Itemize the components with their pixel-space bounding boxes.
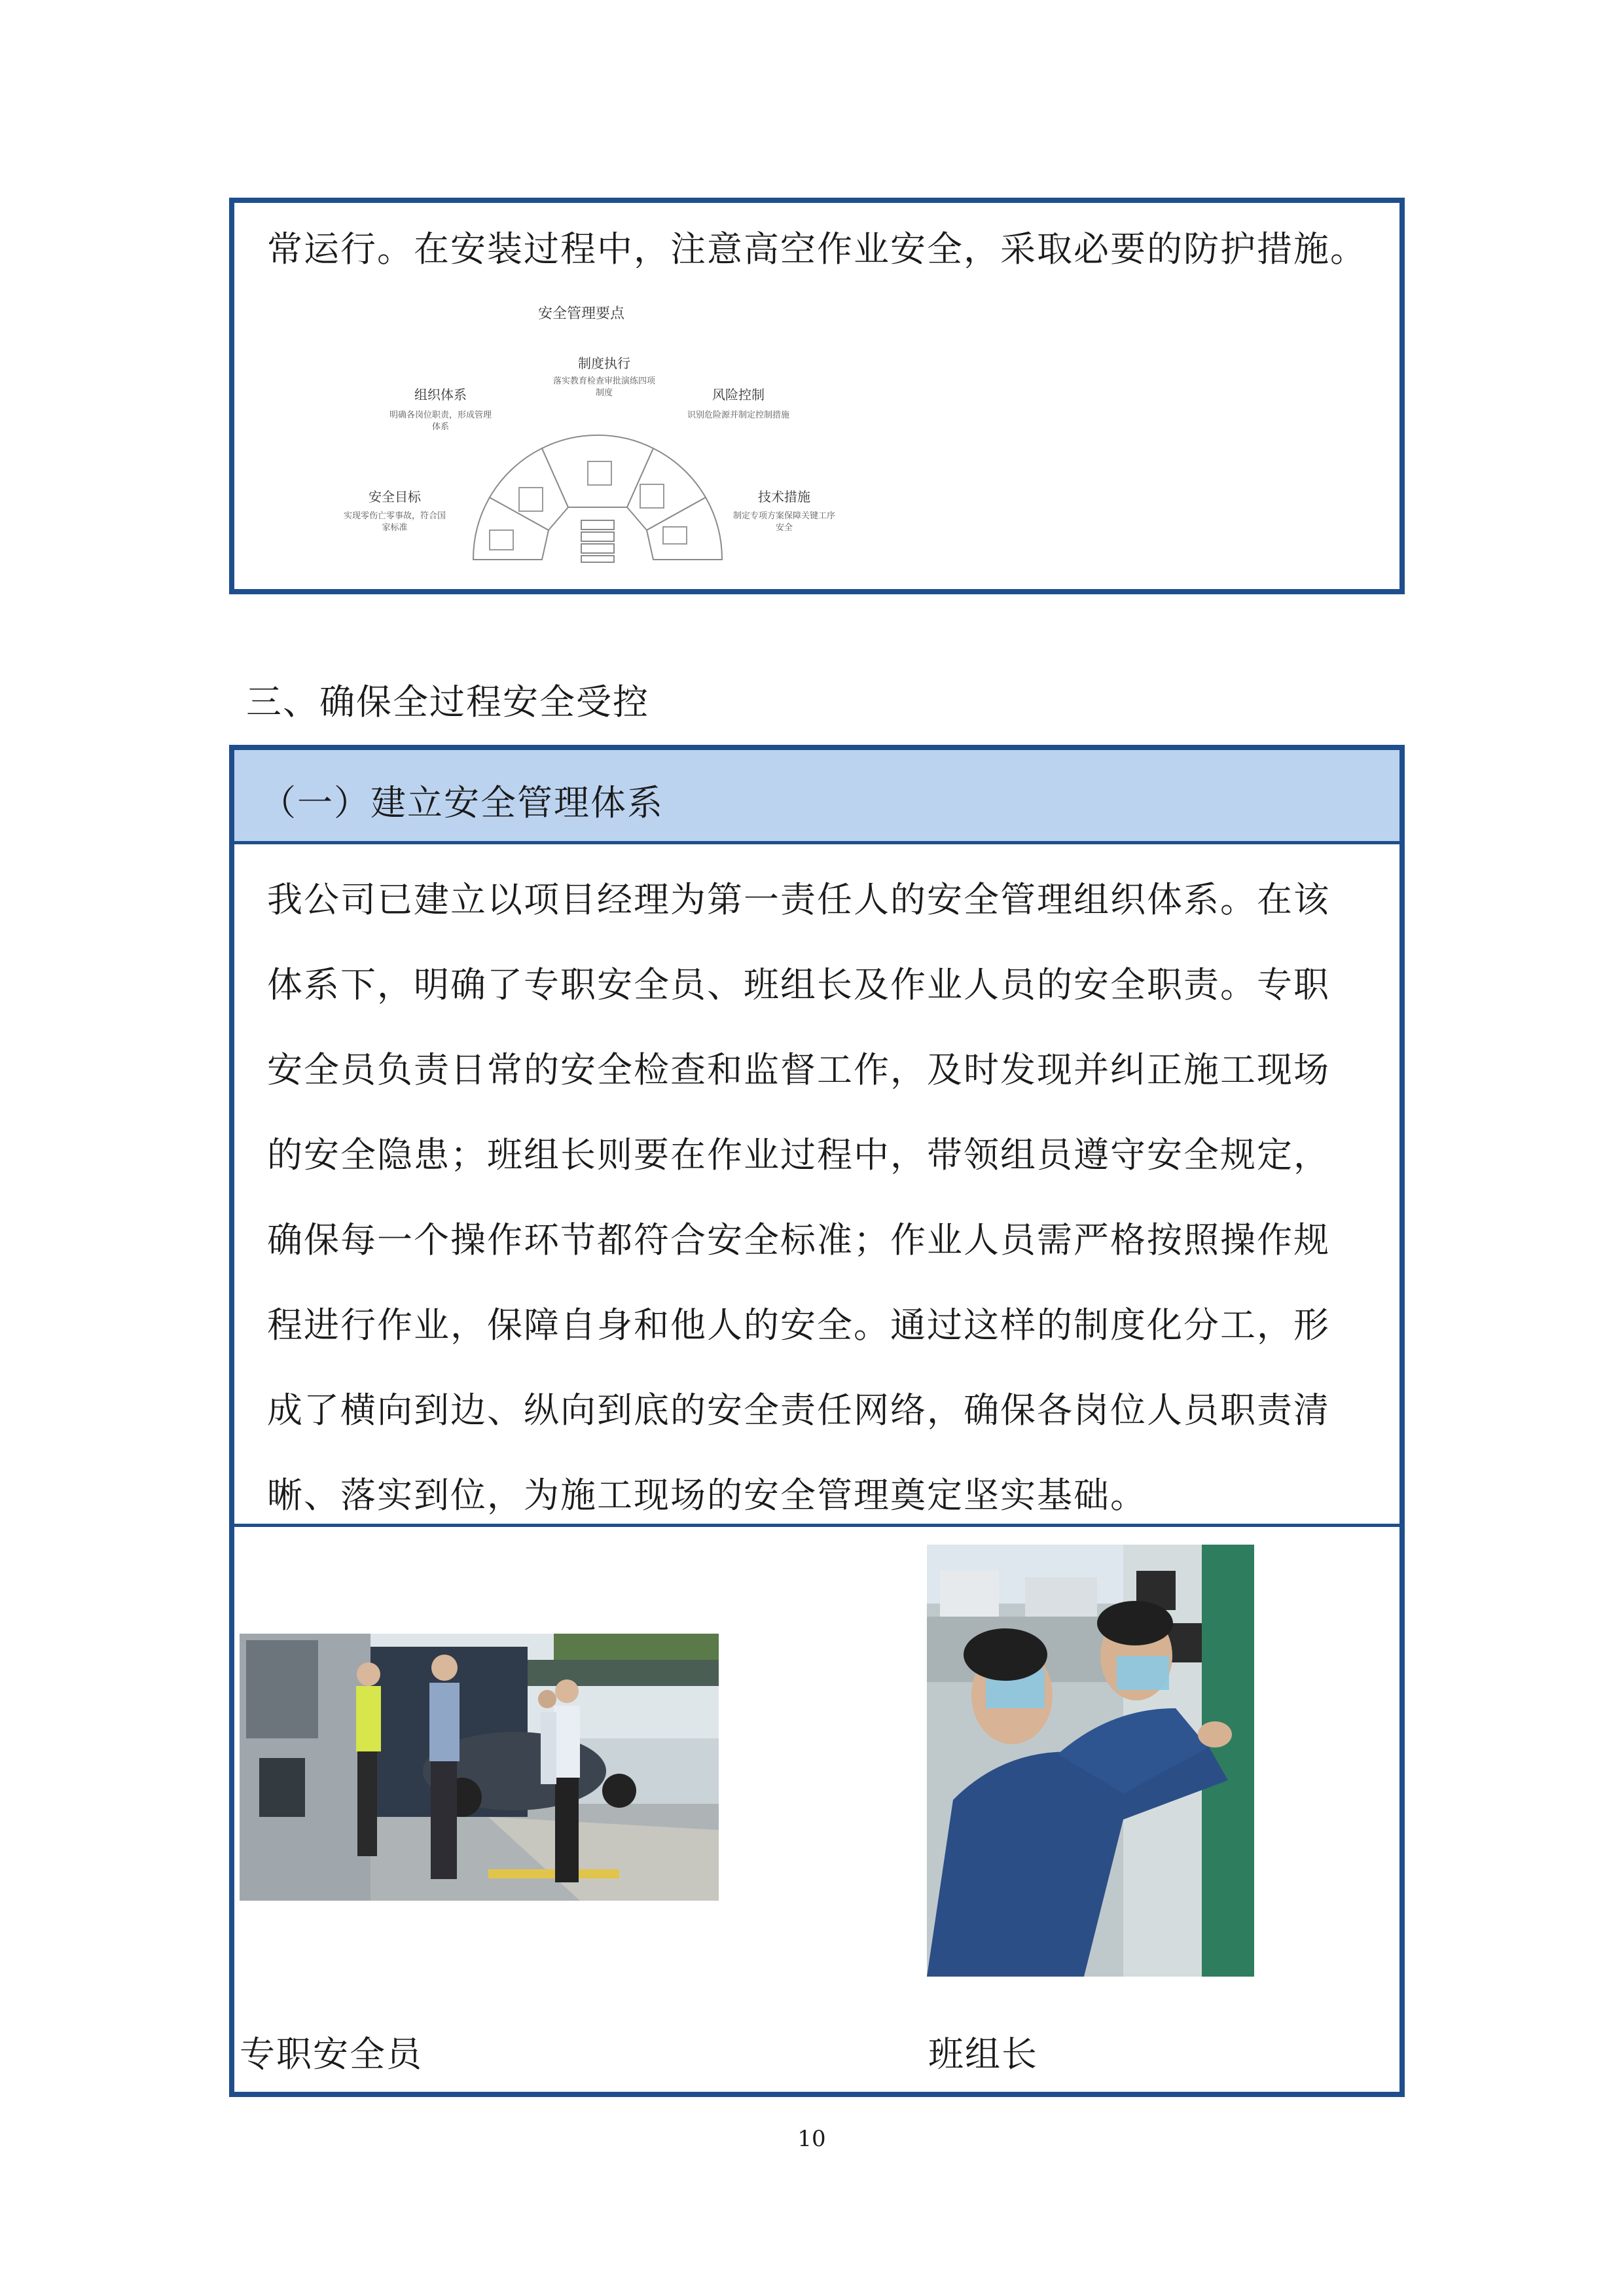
diagram-desc-system-1: 落实教育检查审批演练四项	[552, 376, 656, 386]
diagram-desc-risk-1: 识别危险源并制定控制措施	[687, 410, 790, 420]
diagram-desc-technical-1: 制定专项方案保障关键工序	[732, 511, 836, 521]
body-line: 安全员负责日常的安全检查和监督工作，及时发现并纠正施工现场	[267, 1049, 1330, 1090]
photo-divider	[234, 1524, 1399, 1527]
body-line: 确保每一个操作环节都符合安全标准；作业人员需严格按照操作规	[267, 1219, 1330, 1261]
page-number: 10	[797, 2126, 826, 2152]
diagram-desc-organization-2: 体系	[431, 422, 450, 432]
section-box	[229, 745, 1405, 2097]
safety-officer-photo	[240, 1634, 719, 1901]
diagram-label-organization: 组织体系	[414, 387, 467, 403]
subheading: （一）建立安全管理体系	[261, 782, 664, 823]
diagram-label-system: 制度执行	[578, 355, 630, 371]
diagram-desc-goal-1: 实现零伤亡零事故，符合国	[343, 511, 446, 521]
intro-text-line: 常运行。在安装过程中，注意高空作业安全，采取必要的防护措施。	[267, 228, 1367, 270]
diagram-desc-system-2: 制度	[595, 388, 613, 398]
body-line: 程进行作业，保障自身和他人的安全。通过这样的制度化分工，形	[267, 1304, 1330, 1346]
diagram-label-goal: 安全目标	[369, 489, 421, 505]
subheading-bar	[234, 750, 1399, 844]
body-line: 的安全隐患；班组长则要在作业过程中，带领组员遵守安全规定，	[267, 1134, 1330, 1175]
body-paragraph	[267, 857, 1380, 1538]
body-line: 成了横向到边、纵向到底的安全责任网络，确保各岗位人员职责清	[267, 1390, 1330, 1431]
caption-team-leader: 班组长	[928, 2034, 1038, 2075]
section-heading: 三、确保全过程安全受控	[246, 681, 649, 723]
body-line: 晰、落实到位，为施工现场的安全管理奠定坚实基础。	[267, 1475, 1147, 1516]
diagram-title: 安全管理要点	[537, 306, 625, 322]
center-icon	[581, 520, 614, 562]
team-leader-photo	[927, 1545, 1254, 1977]
diagram-label-technical: 技术措施	[758, 489, 810, 505]
caption-safety-officer: 专职安全员	[240, 2034, 423, 2075]
intro-box	[229, 198, 1405, 594]
diagram-desc-technical-2: 安全	[775, 523, 793, 533]
body-line: 体系下，明确了专职安全员、班组长及作业人员的安全职责。专职	[267, 964, 1330, 1005]
body-line: 我公司已建立以项目经理为第一责任人的安全管理组织体系。在该	[267, 879, 1330, 920]
diagram-label-risk: 风险控制	[712, 387, 765, 403]
safety-fan-diagram	[300, 295, 1020, 583]
diagram-desc-goal-2: 家标准	[382, 523, 408, 533]
diagram-desc-organization-1: 明确各岗位职责，形成管理	[389, 410, 492, 420]
